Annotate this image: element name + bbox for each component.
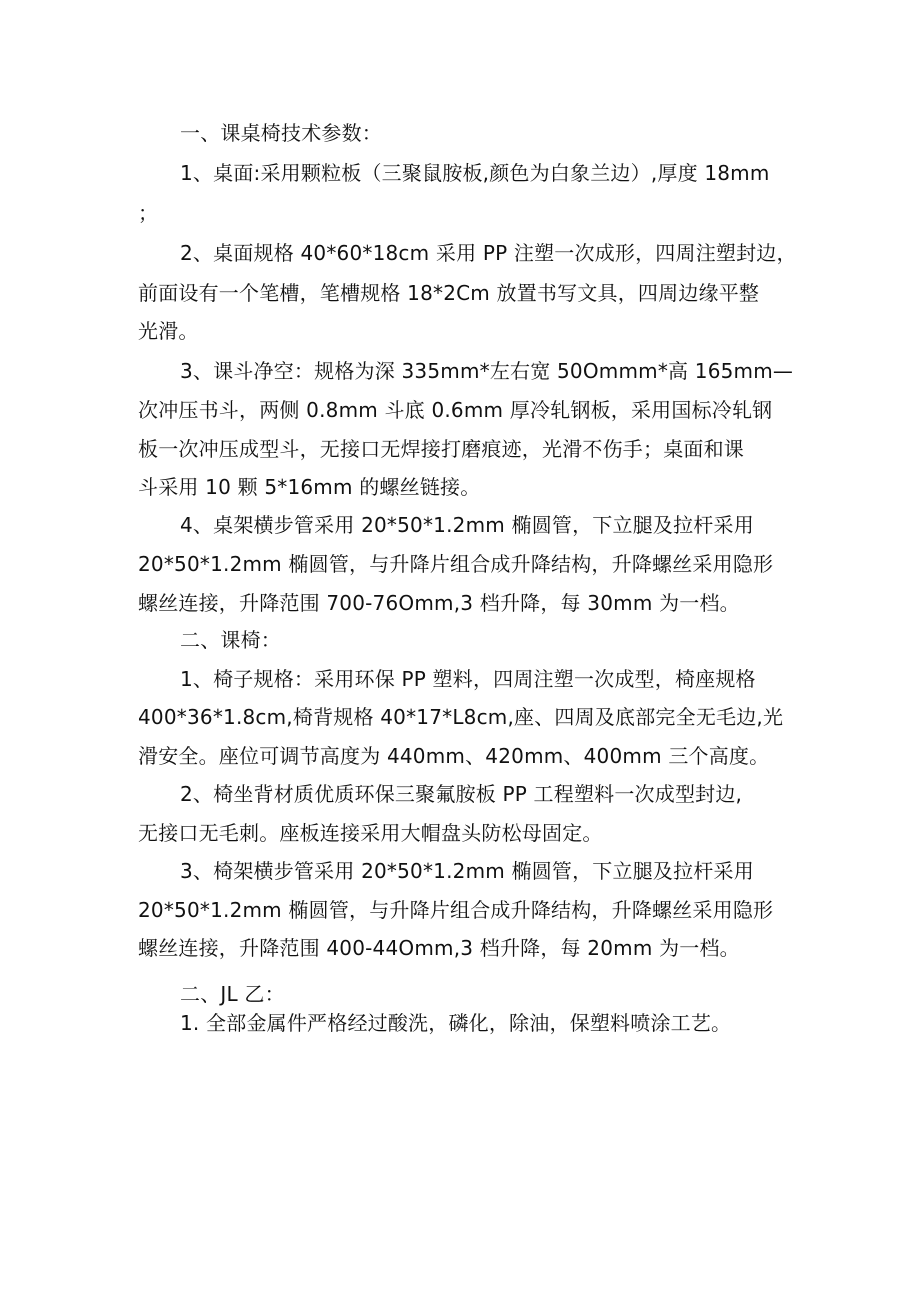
text-line: 滑安全。座位可调节高度为 440mm、420mm、400mm 三个高度。	[138, 744, 770, 768]
text-line: 螺丝连接，升降范围 400-44Omm,3 档升降，每 20mm 为一档。	[138, 936, 740, 960]
section-heading-chair: 二、课椅：	[180, 628, 281, 652]
text-line: ；	[138, 201, 159, 225]
text-line: 2、椅坐背材质优质环保三聚氟胺板 PP 工程塑料一次成型封边,	[180, 782, 743, 806]
text-line: 无接口无毛刺。座板连接采用大帽盘头防松母固定。	[138, 821, 603, 845]
text-line: 次冲压书斗，两侧 0.8mm 斗底 0.6mm 厚冷轧钢板，采用国标冷轧钢	[138, 398, 773, 422]
text-line: 20*50*1.2mm 椭圆管，与升降片组合成升降结构，升降螺丝采用隐形	[138, 898, 774, 922]
text-line: 斗采用 10 颗 5*16mm 的螺丝链接。	[138, 475, 481, 499]
text-line: 螺丝连接，升降范围 700-76Omm,3 档升降，每 30mm 为一档。	[138, 591, 740, 615]
text-line: 1、桌面:采用颗粒板（三聚鼠胺板,颜色为白象兰边）,厚度 18mm	[180, 161, 770, 185]
text-line: 板一次冲压成型斗，无接口无焊接打磨痕迹，光滑不伤手；桌面和课	[138, 437, 744, 461]
section-heading-jl: 二、JL 乙：	[180, 982, 285, 1006]
text-line: 400*36*1.8cm,椅背规格 40*17*L8cm,座、四周及底部完全无毛边,光	[138, 705, 784, 729]
text-line: 20*50*1.2mm 椭圆管，与升降片组合成升降结构，升降螺丝采用隐形	[138, 552, 774, 576]
text-line: 前面设有一个笔槽，笔槽规格 18*2Cm 放置书写文具，四周边缘平整	[138, 281, 760, 305]
section-heading-desk-chair-specs: 一、课桌椅技术参数：	[180, 121, 382, 145]
text-line: 1. 全部金属件严格经过酸洗，磷化，除油，保塑料喷涂工艺。	[180, 1011, 732, 1035]
text-line: 1、椅子规格：采用环保 PP 塑料，四周注塑一次成型，椅座规格	[180, 667, 756, 691]
text-line: 4、桌架横步管采用 20*50*1.2mm 椭圆管，下立腿及拉杆采用	[180, 513, 754, 537]
text-line: 3、椅架横步管采用 20*50*1.2mm 椭圆管，下立腿及拉杆采用	[180, 859, 754, 883]
text-line: 3、课斗净空：规格为深 335mm*左右宽 50Ommm*高 165mm—	[180, 359, 794, 383]
text-line: 2、桌面规格 40*60*18cm 采用 PP 注塑一次成形，四周注塑封边，	[180, 241, 797, 265]
text-line: 光滑。	[138, 319, 199, 343]
